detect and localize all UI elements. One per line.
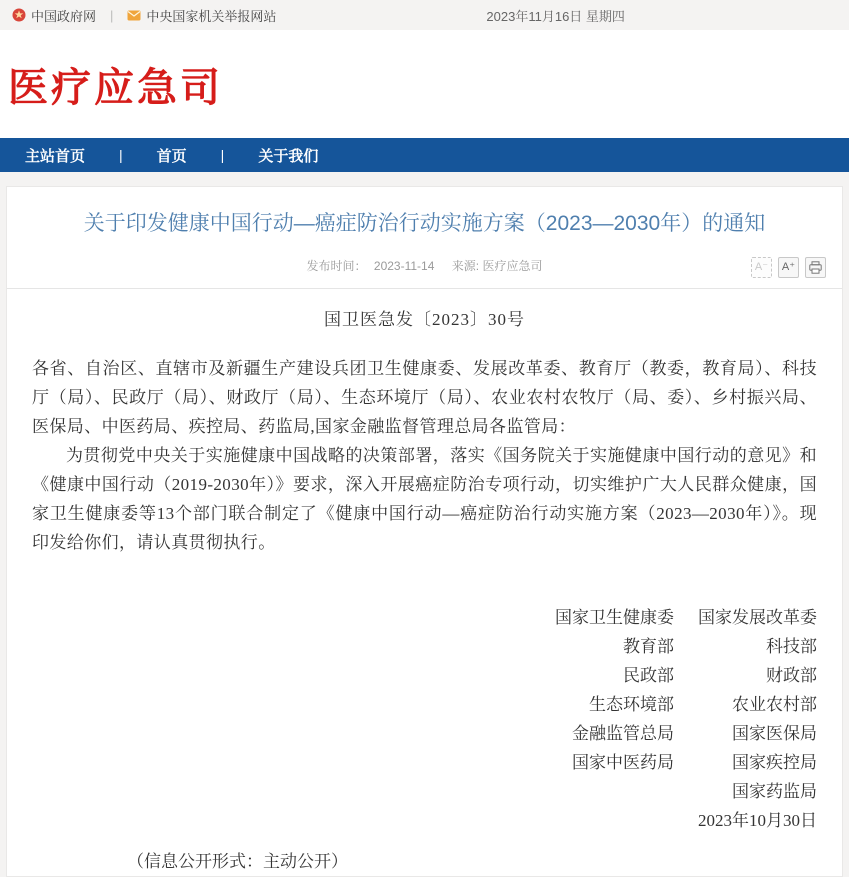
signer: 国家医保局 xyxy=(732,724,817,743)
print-button[interactable] xyxy=(805,257,826,278)
paragraph-main: 为贯彻党中央关于实施健康中国战略的决策部署，落实《国务院关于实施健康中国行动的意见》和《健康中国行动（2019-2030年）》要求，深入开展癌症防治专项行动，切实维护广大人民群众健康，国家卫生健康委等13个部门联合制定了《健康中国行动—癌症防治行动实施方案（2023—2030年）》。现印发给你们，请认真贯彻执行。 xyxy=(32,446,817,552)
signature-date: 2023年10月30日 xyxy=(698,811,817,830)
document-body xyxy=(7,305,842,876)
signature-row xyxy=(32,632,817,661)
source-value: 医疗应急司 xyxy=(482,259,543,273)
signer xyxy=(32,777,674,806)
signer: 民政部 xyxy=(623,666,674,685)
topbar-links xyxy=(12,6,276,25)
article-header xyxy=(7,187,842,289)
signer: 科技部 xyxy=(766,637,817,656)
signer: 教育部 xyxy=(623,637,674,656)
signer: 财政部 xyxy=(766,666,817,685)
signature-row xyxy=(32,777,817,806)
article-meta xyxy=(7,257,842,288)
gov-site-link[interactable] xyxy=(12,6,96,25)
nav-item-main-home[interactable]: 主站首页 xyxy=(25,147,86,165)
signer: 国家疾控局 xyxy=(732,753,817,772)
document-number: 国卫医急发〔2023〕30号 xyxy=(324,310,525,329)
gov-site-label: 中国政府网 xyxy=(31,8,97,24)
main-navigation xyxy=(0,138,849,172)
signature-block xyxy=(32,603,817,835)
print-icon xyxy=(806,261,825,274)
signer: 国家中医药局 xyxy=(572,753,674,772)
source-label: 来源: xyxy=(451,259,480,273)
site-logo[interactable]: 医疗应急司 xyxy=(8,65,223,110)
signer: 国家发展改革委 xyxy=(698,608,817,627)
signature-row xyxy=(32,719,817,748)
signer: 国家卫生健康委 xyxy=(555,608,674,627)
nav-separator: | xyxy=(220,147,225,163)
article-panel xyxy=(6,186,843,877)
signature-row xyxy=(32,690,817,719)
nav-separator: | xyxy=(119,147,123,163)
top-utility-bar xyxy=(0,0,849,30)
disclosure-note: （信息公开形式：主动公开） xyxy=(127,852,348,871)
site-header xyxy=(0,30,849,138)
publish-time-label: 发布时间： xyxy=(306,259,367,273)
current-date: 2023年11月16日 星期四 xyxy=(486,8,625,24)
signer: 生态环境部 xyxy=(589,695,674,714)
report-site-label: 中央国家机关举报网站 xyxy=(146,8,277,24)
paragraph-recipients: 各省、自治区、直辖市及新疆生产建设兵团卫生健康委、发展改革委、教育厅（教委，教育局）、科技厅（局）、民政厅（局）、财政厅（局）、生态环境厅（局）、农业农村农牧厅（局、委）、乡村振兴局、医保局、中医药局、疾控局、药监局,国家金融监督管理总局各监管局： xyxy=(32,359,817,436)
nav-item-about[interactable]: 关于我们 xyxy=(258,147,319,165)
signer: 国家药监局 xyxy=(732,782,817,801)
national-emblem-icon xyxy=(12,8,26,22)
signature-row xyxy=(32,748,817,777)
signer: 农业农村部 xyxy=(732,695,817,714)
font-increase-button[interactable]: A⁺ xyxy=(778,257,799,278)
topbar-separator: | xyxy=(110,7,114,23)
mail-icon xyxy=(127,10,141,21)
content-wrapper xyxy=(0,172,849,877)
signer: 金融监管总局 xyxy=(572,724,674,743)
font-decrease-button[interactable]: A⁻ xyxy=(751,257,772,278)
article-tools xyxy=(751,257,826,278)
nav-item-home[interactable]: 首页 xyxy=(156,147,187,165)
publish-date: 2023-11-14 xyxy=(373,259,435,273)
signature-row xyxy=(32,603,817,632)
signature-row xyxy=(32,661,817,690)
report-site-link[interactable] xyxy=(127,6,276,25)
article-title: 关于印发健康中国行动—癌症防治行动实施方案（2023—2030年）的通知 xyxy=(83,212,766,235)
